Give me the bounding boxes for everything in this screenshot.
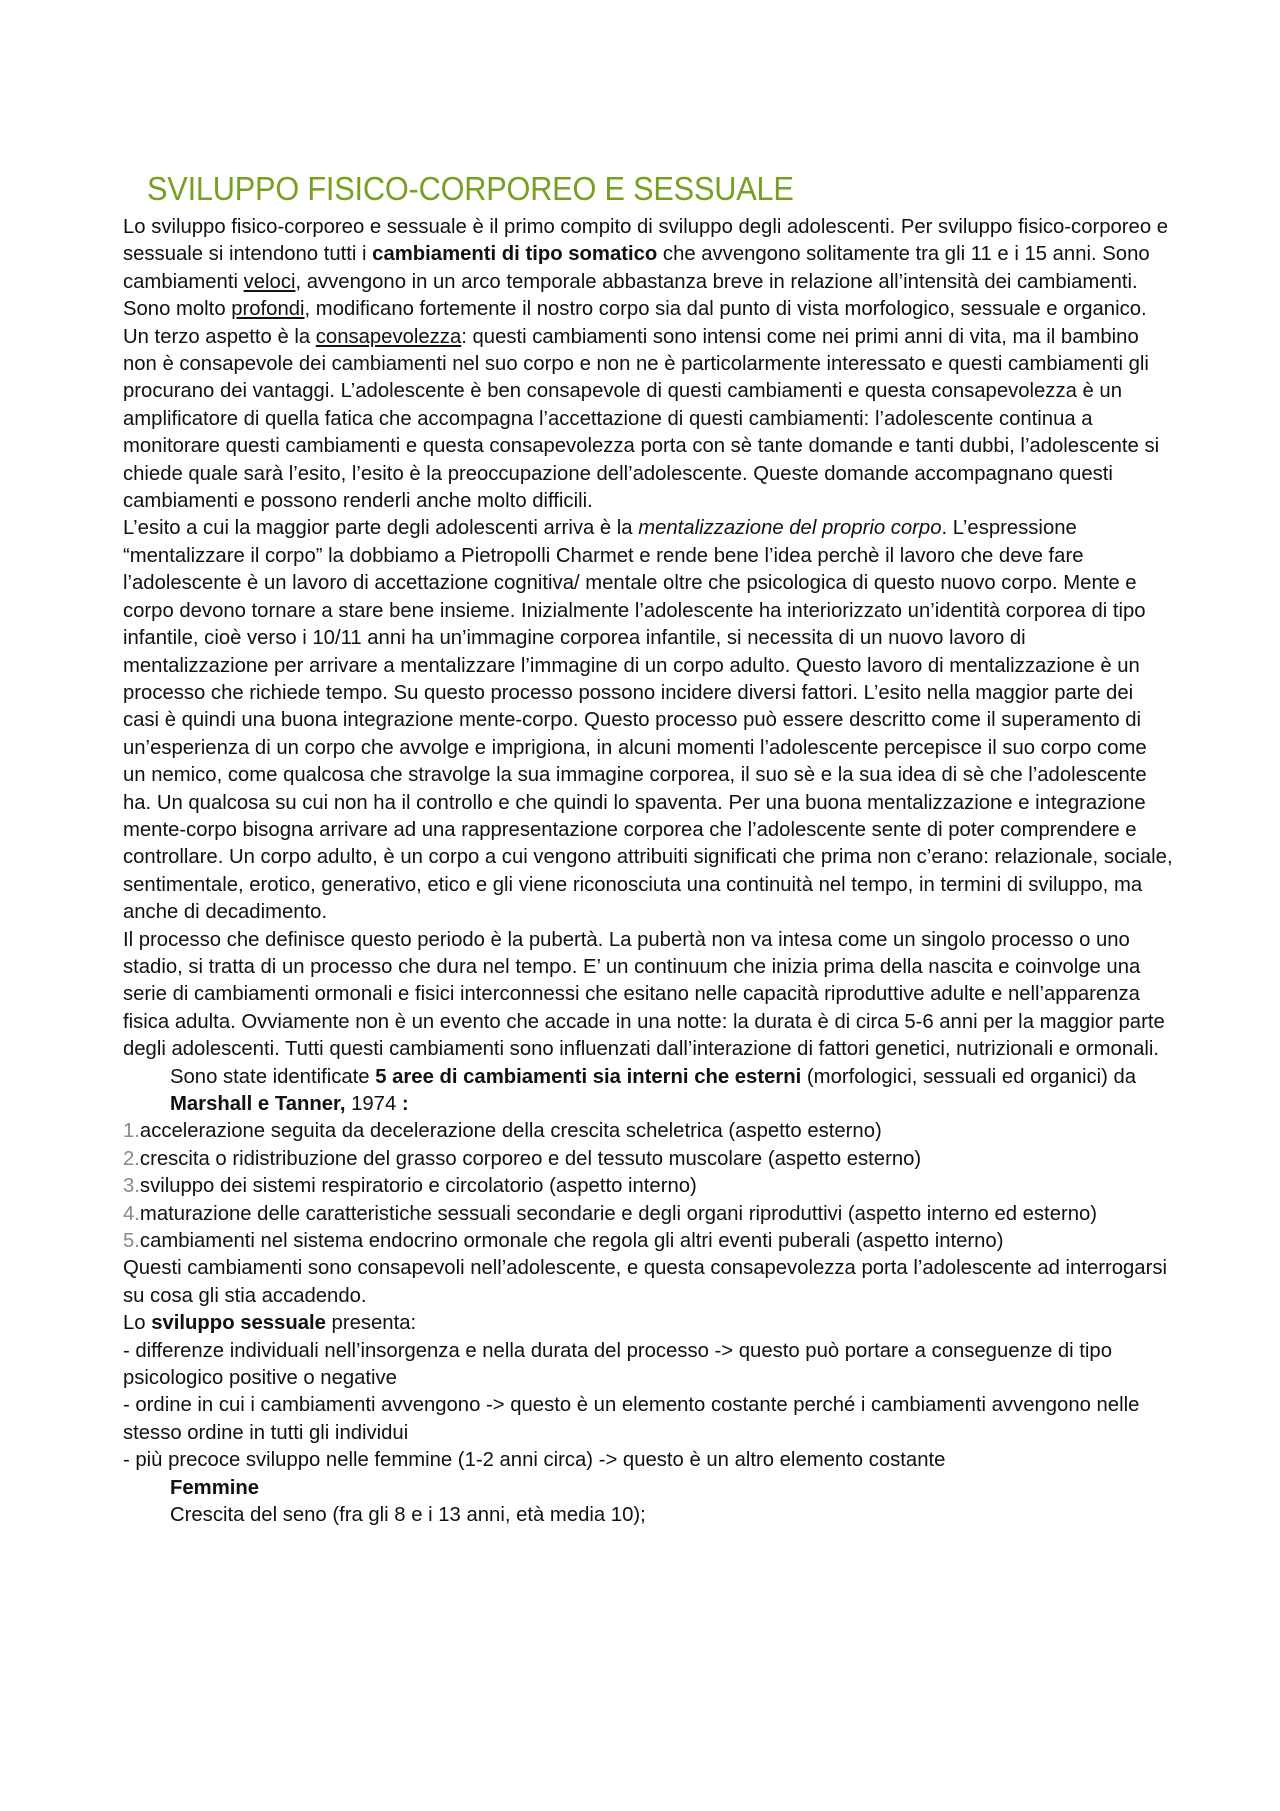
list-item [123, 1201, 1173, 1228]
list-number: 2. [123, 1147, 140, 1170]
dash-item: - più precoce sviluppo nelle femmine (1-2 anni circa) -> questo è un altro elemento costante [123, 1449, 946, 1472]
text-span: Lo [123, 1312, 152, 1335]
document-body [123, 214, 1173, 1530]
text-span: Lo sviluppo fisico-corporeo e sessuale è il primo compito di sviluppo degli adolescenti. Per sviluppo fisico-corporeo e sessuale si intendono tutti i [123, 216, 1169, 266]
list-item [123, 1173, 1173, 1200]
bold-span: sviluppo sessuale [151, 1312, 326, 1335]
text-span: 1974 [345, 1093, 402, 1115]
text-span: (morfologici, sessuali ed organici) da [801, 1065, 1137, 1088]
underlined-span: profondi [231, 298, 305, 321]
bold-span: Marshall e Tanner, [170, 1093, 346, 1115]
underlined-span: veloci [243, 270, 296, 293]
text-span: , avvengono in un arco temporale abbastanza breve in relazione all’intensità dei cambiamenti. Sono molto [123, 270, 1138, 321]
paragraph-intro [123, 214, 1173, 515]
bold-span: Femmine [170, 1476, 260, 1499]
list-item [123, 1146, 1173, 1173]
subheading-femmine [123, 1475, 1173, 1502]
bold-span: : [401, 1093, 409, 1115]
list-number: 1. [123, 1120, 140, 1143]
document-page [123, 168, 1173, 1530]
bold-span: cambiamenti di tipo somatico [372, 243, 658, 266]
text-span: . L’espressione “mentalizzare il corpo” la dobbiamo a Pietropolli Charmet e rende bene l’idea perchè il lavoro che deve fare l’adolescente è un lavoro di accettazione cognitiva/ mentale oltre che psicologica di questo nuovo corpo. Mente e corpo devono tornare a stare bene insieme. Inizialmente l’adolescente ha interiorizzato un’identità corporea di tipo infantile, cioè verso i 10/11 anni ha un’immagine corporea infantile, si necessita di un nuovo lavoro di mentalizzazione per arrivare a mentalizzare l’immagine di un corpo adulto. Questo lavoro di mentalizzazione è un processo che richiede tempo. Su questo processo possono incidere diversi fattori. L’esito nella maggior parte dei casi è quindi una buona integrazione mente-corpo. Questo processo può essere descritto come il superamento di un’esperienza di un corpo che avvolge e imprigiona, in alcuni momenti l’adolescente percepisce il suo corpo come un nemico, come qualcosa che stravolge la sua immagine corporea, il suo sè e la sua idea di sè che l’adolescente ha. Un qualcosa su cui non ha il controllo e che quindi lo spaventa. Per una buona mentalizzazione e integrazione mente-corpo bisogna arrivare ad una rappresentazione corporea che l’adolescente sente di poter comprendere e controllare. Un corpo adulto, è un corpo a cui vengono attribuiti significati che prima non c’erano: relazionale, sociale, sentimentale, erotico, generativo, etico e gli viene riconosciuta una continuità nel tempo, in termini di sviluppo, ma anche di decadimento. [123, 517, 1173, 924]
italic-span: mentalizzazione del proprio corpo [638, 517, 942, 540]
dash-item: - ordine in cui i cambiamenti avvengono -> questo è un elemento costante perché i cambiamenti avvengono nelle stesso ordine in tutti gli individui [123, 1394, 1140, 1444]
list-item-text: cambiamenti nel sistema endocrino ormonale che regola gli altri eventi puberali (aspetto interno) [139, 1230, 1004, 1253]
paragraph-mentalizzazione [123, 515, 1173, 926]
paragraph-seno: Crescita del seno (fra gli 8 e i 13 anni, età media 10); [170, 1504, 646, 1527]
numbered-list [123, 1118, 1173, 1255]
list-number: 5. [123, 1230, 140, 1253]
text-span: presenta: [325, 1312, 417, 1335]
text-span: Sono state identificate [170, 1065, 376, 1088]
text-span: : questi cambiamenti sono intensi come nei primi anni di vita, ma il bambino non è consapevole dei cambiamenti nel suo corpo e non ne è particolarmente interessato e questi cambiamenti gli procurano dei vantaggi. L’adolescente è ben consapevole di questi cambiamenti e questa consapevolezza è un amplificatore di quella fatica che accompagna l’accettazione di questi cambiamenti: l’adolescente continua a monitorare questi cambiamenti e questa consapevolezza porta con sè tante domande e tanti dubbi, l’adolescente si chiede quale sarà l’esito, l’esito è la preoccupazione dell’adolescente. Queste domande accompagnano questi cambiamenti e possono renderli anche molto difficili. [123, 325, 1160, 513]
list-item-text: maturazione delle caratteristiche sessuali secondarie e degli organi riproduttivi (aspetto interno ed esterno) [139, 1202, 1098, 1225]
paragraph-aree [123, 1064, 1173, 1119]
list-item [123, 1118, 1173, 1145]
list-number: 4. [123, 1202, 140, 1225]
bold-span: 5 aree di cambiamenti sia interni che esterni [375, 1065, 802, 1088]
dash-item: - differenze individuali nell’insorgenza e nella durata del processo -> questo può portare a conseguenze di tipo psicologico positive o negative [123, 1339, 1112, 1390]
text-span: che avvengono solitamente tra gli 11 e i 15 anni. Sono cambiamenti [123, 243, 1150, 293]
list-item-text: crescita o ridistribuzione del grasso corporeo e del tessuto muscolare (aspetto esterno) [139, 1147, 922, 1170]
text-span: L’esito a cui la maggior parte degli adolescenti arriva è la [123, 517, 639, 540]
list-number: 3. [123, 1175, 140, 1198]
paragraph-consapevoli: Questi cambiamenti sono consapevoli nell’adolescente, e questa consapevolezza porta l’adolescente ad interrogarsi su cosa gli stia accadendo. [123, 1257, 1167, 1307]
list-item [123, 1228, 1173, 1255]
list-item-text: accelerazione seguita da decelerazione della crescita scheletrica (aspetto esterno) [139, 1120, 882, 1143]
list-item-text: sviluppo dei sistemi respiratorio e circolatorio (aspetto interno) [139, 1175, 697, 1198]
paragraph-sviluppo-sessuale [123, 1310, 1173, 1337]
underlined-span: consapevolezza [315, 325, 462, 348]
page-title: SVILUPPO FISICO-CORPOREO E SESSUALE [147, 170, 794, 207]
text-span: , modificano fortemente il nostro corpo sia dal punto di vista morfologico, sessuale e organico. Un terzo aspetto è la [123, 298, 1147, 348]
paragraph-puberta: Il processo che definisce questo periodo è la pubertà. La pubertà non va intesa come un singolo processo o uno stadio, si tratta di un processo che dura nel tempo. E’ un continuum che inizia prima della nascita e coinvolge una serie di cambiamenti ormonali e fisici interconnessi che esitano nelle capacità riproduttive adulte e nell’apparenza fisica adulta. Ovviamente non è un evento che accade in una notte: la durata è di circa 5-6 anni per la maggior parte degli adolescenti. Tutti questi cambiamenti sono influenzati dall’interazione di fattori genetici, nutrizionali e ormonali. [123, 928, 1165, 1061]
